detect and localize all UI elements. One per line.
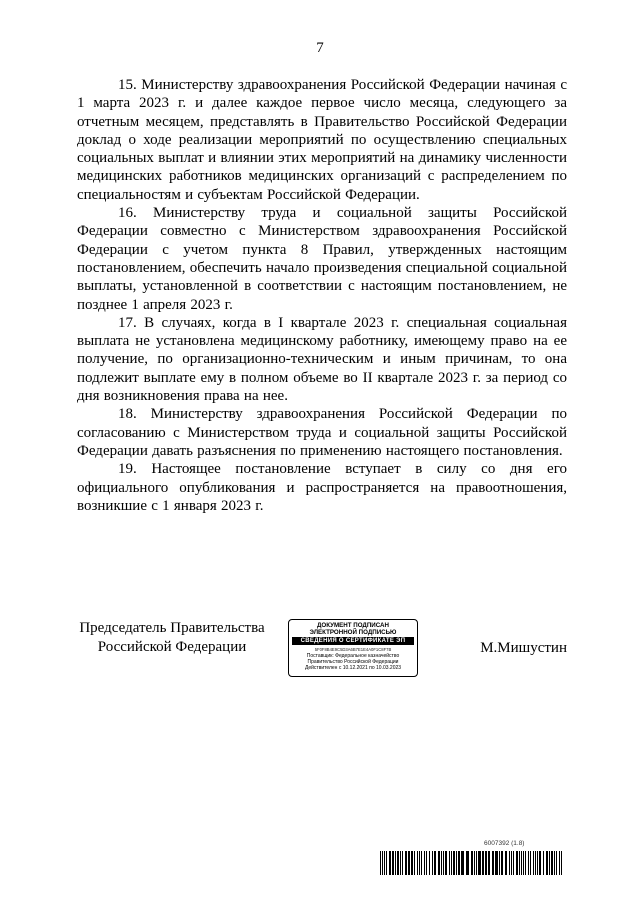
document-code: 6007392 (1.8) <box>484 840 525 847</box>
signature-block <box>77 619 567 679</box>
e-signature-stamp <box>288 619 418 677</box>
stamp-heading-line2: ЭЛЕКТРОННОЙ ПОДПИСЬЮ <box>309 629 397 636</box>
paragraph-15: 15. Министерству здравоохранения Российской Федерации начиная с 1 марта 2023 г. и далее каждое первое число месяца, следующего за отчетным месяцем, представлять в Правительство Российской Федерации доклад о ходе реализации мероприятий по осуществлению специальных социальных выплат и влиянии этих мероприятий на динамику численности медицинских работников медицинских организаций с распределением по специальностям и субъектам Российской Федерации. <box>77 77 567 203</box>
barcode-image <box>380 851 564 875</box>
paragraph-17: 17. В случаях, когда в I квартале 2023 г. специальная социальная выплата не установлена медицинскому работнику, имеющему право на ее получение, по организационно-техническим и иным причинам, то она подлежит выплате ему в полном объеме во II квартале 2023 г. за период со дня возникновения права на нее. <box>77 314 567 405</box>
stamp-issuer: Поставщик: Федеральное казначейство <box>306 652 400 659</box>
paragraph-16: 16. Министерству труда и социальной защиты Российской Федерации совместно с Министерством здравоохранения Российской Федерации с учетом пункта 8 Правил, утвержденных настоящим постановлением, обеспечить начало произведения специальной социальной выплаты, установленной в соответствии с настоящим постановлением, не позднее 1 апреля 2023 г. <box>77 205 567 313</box>
signer-title-line2: Российской Федерации <box>97 639 247 655</box>
signer-title <box>77 619 267 657</box>
signer-name: М.Мишустин <box>480 640 567 656</box>
paragraph-18: 18. Министерству здравоохранения Российской Федерации по согласованию с Министерством труда и социальной защиты Российской Федерации давать разъяснения по применению настоящего постановления. <box>77 406 567 459</box>
document-body <box>77 76 567 515</box>
stamp-owner: Правительство Российской Федерации <box>307 658 399 665</box>
stamp-serial: 5F0F8B4E9C5D3A6B7E1E4A0F1C8F7B <box>314 647 392 652</box>
stamp-certificate-header: СВЕДЕНИЯ О СЕРТИФИКАТЕ ЭП <box>292 637 414 645</box>
page-number: 7 <box>316 40 324 56</box>
stamp-validity: Действителен с 10.12.2021 по 10.03.2023 <box>304 664 402 671</box>
paragraph-19: 19. Настоящее постановление вступает в силу со дня его официального опубликования и распространяется на правоотношения, возникшие с 1 января 2023 г. <box>77 461 567 514</box>
signer-title-line1: Председатель Правительства <box>79 620 265 636</box>
stamp-heading-line1: ДОКУМЕНТ ПОДПИСАН <box>317 622 389 629</box>
